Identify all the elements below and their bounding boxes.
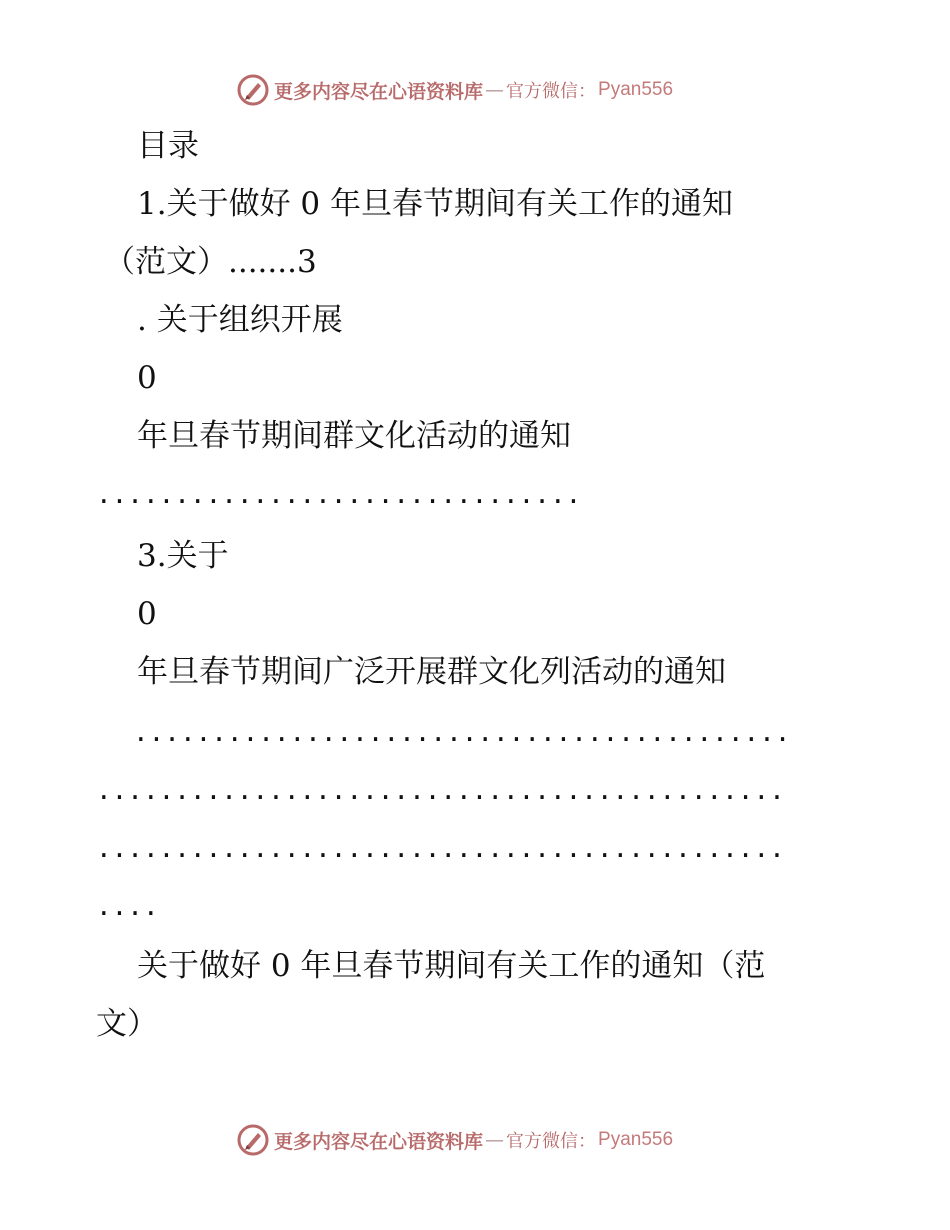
toc-item-1-line-2: （范文）.......3 <box>104 244 317 280</box>
toc-item-1-line-1: 1.关于做好 0 年旦春节期间有关工作的通知 <box>137 186 734 222</box>
watermark-main-text: 更多内容尽在心语资料库 <box>274 80 484 103</box>
toc-item-3-leader-dots-3: ............................................ <box>96 834 785 864</box>
watermark-dash: — <box>485 1129 505 1151</box>
toc-item-3-line-3: 年旦春节期间广泛开展群文化列活动的通知 <box>137 654 726 690</box>
toc-item-2-line-2: 0 <box>137 360 157 396</box>
toc-item-3-line-2: 0 <box>137 596 157 632</box>
toc-item-2-line-1: . 关于组织开展 <box>137 302 343 338</box>
pen-logo-icon <box>236 73 270 107</box>
toc-item-3-leader-dots-1: .......................................... <box>133 718 791 748</box>
watermark-dash: — <box>485 79 505 101</box>
watermark-handle: Pyan556 <box>598 1129 674 1150</box>
watermark-sub-text: 官方微信： <box>506 1131 597 1152</box>
toc-item-2-line-3: 年旦春节期间群文化活动的通知 <box>137 418 571 454</box>
section-heading-line-1: 关于做好 0 年旦春节期间有关工作的通知（范 <box>137 948 766 984</box>
section-heading-line-2: 文） <box>96 1006 158 1042</box>
toc-title: 目录 <box>137 128 199 164</box>
toc-item-3-line-1: 3.关于 <box>137 538 229 574</box>
watermark-handle: Pyan556 <box>598 79 674 100</box>
pen-logo-icon <box>236 1123 270 1157</box>
toc-item-3-leader-dots-4: .... <box>96 892 159 922</box>
watermark-banner-bottom <box>236 1122 673 1158</box>
watermark-main-text: 更多内容尽在心语资料库 <box>274 1130 484 1153</box>
toc-item-2-leader-dots: ............................... <box>96 480 582 510</box>
watermark-banner-top <box>236 72 673 108</box>
watermark-sub-text: 官方微信： <box>506 81 597 102</box>
toc-item-3-leader-dots-2: ............................................ <box>96 776 785 806</box>
